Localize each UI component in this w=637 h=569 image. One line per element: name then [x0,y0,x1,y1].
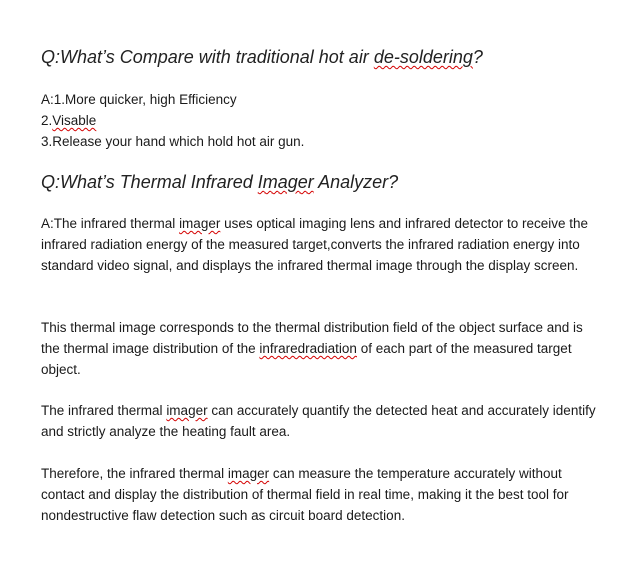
spellcheck-flagged-word[interactable]: Visable [52,113,97,128]
spellcheck-flagged-word[interactable]: infraredradiation [259,341,357,356]
paragraph-text: of each part of the measured target object. [41,341,572,377]
paragraph-text: Therefore, the infrared thermal [41,466,228,481]
answer-line-2 [41,110,304,131]
spellcheck-flagged-word[interactable]: imager [179,216,221,231]
paragraph-text: This thermal image corresponds to the thermal distribution field of the object surface and is the thermal image distribution of the [41,320,583,356]
paragraph-conclusion [41,463,599,526]
spellcheck-flagged-word[interactable]: imager [227,466,270,481]
spellcheck-flagged-word[interactable]: imager [166,403,208,418]
answer-list-hot-air [41,89,304,152]
question-heading-thermal-imager [41,171,398,193]
paragraph-imager-definition [41,213,599,276]
heading-text: Q:What’s Thermal Infrared [41,172,258,192]
paragraph-text: A:The infrared thermal [41,216,180,231]
paragraph-text: The infrared thermal [41,403,167,418]
question-heading-hot-air [41,46,483,68]
paragraph-text: can accurately quantify the detected heat and accurately identify and strictly analyze the heating fault area. [41,403,596,439]
answer-line-3: 3.Release your hand which hold hot air gun. [41,134,305,149]
spellcheck-flagged-word[interactable]: Imager [257,172,314,192]
heading-text: ? [472,47,483,67]
paragraph-thermal-image [41,317,599,380]
paragraph-text: uses optical imaging lens and infrared detector to receive the infrared radiation energy of the measured target,converts the infrared radiation energy into standard video signal, and displays the infrared thermal image through the display screen. [41,216,589,273]
heading-text: Analyzer? [313,172,399,192]
spellcheck-flagged-word[interactable]: de-soldering [373,47,473,67]
heading-text: Q:What’s Compare with traditional hot air [41,47,374,67]
answer-line-1: A:1.More quicker, high Efficiency [41,92,237,107]
paragraph-quantify-heat [41,400,599,442]
answer-number: 2. [41,113,53,128]
paragraph-text: can measure the temperature accurately without contact and display the distribution of thermal field in real time, making it the best tool for nondestructive flaw detection such as circuit board detection. [41,466,569,523]
